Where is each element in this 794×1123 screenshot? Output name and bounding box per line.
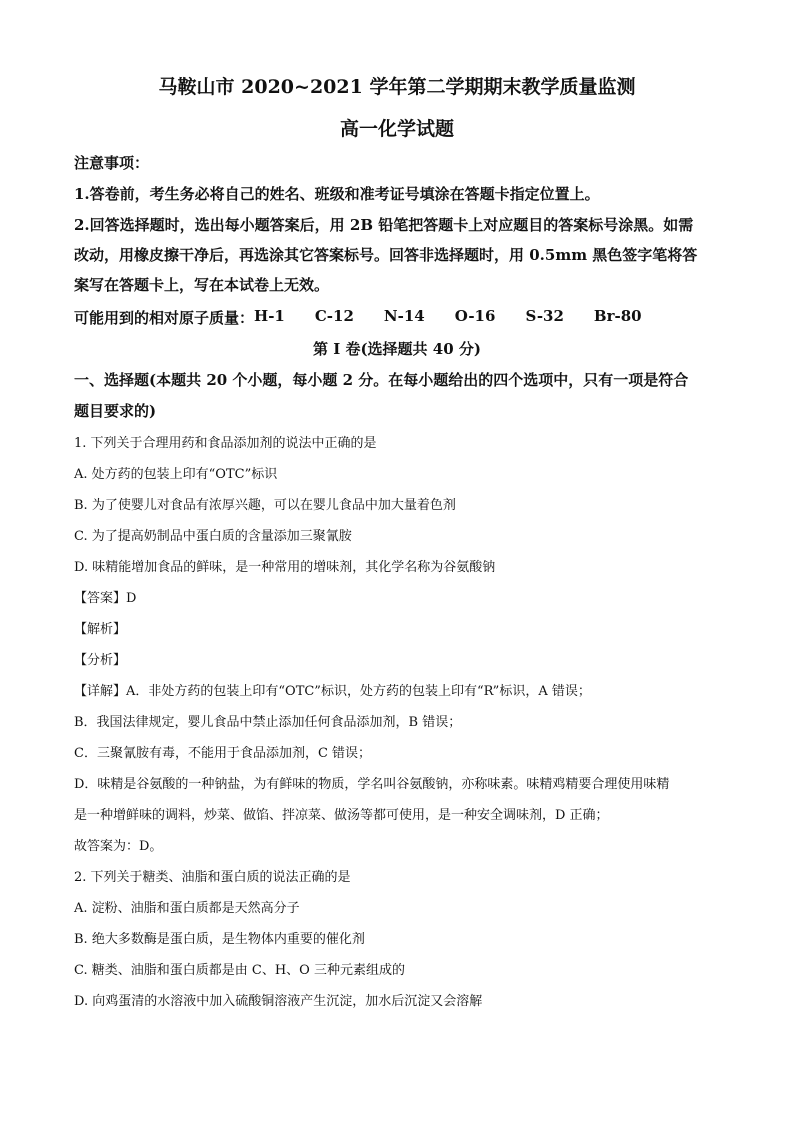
atomic-mass-s: S-32	[525, 307, 564, 325]
exam-title: 马鞍山市 2020~2021 学年第二学期期末教学质量监测	[158, 76, 636, 98]
notice-item-2-line1: 2.回答选择题时，选出每小题答案后，用 2B 铅笔把答题卡上对应题目的答案标号涂黑。如需	[74, 216, 694, 234]
q1-answer: 【答案】D	[74, 591, 137, 606]
q1-detail-d-line1: D．味精是谷氨酸的一种钠盐，为有鲜味的物质，学名叫谷氨酸钠，亦称味素。味精鸡精要合理使用味精	[74, 777, 670, 792]
q1-detail-c: C．三聚氰胺有毒，不能用于食品添加剂，C 错误；	[74, 746, 372, 761]
q1-fenxi-label: 【分析】	[74, 653, 127, 668]
part1-heading: 第 I 卷(选择题共 40 分)	[313, 340, 481, 358]
q2-option-c: C. 糖类、油脂和蛋白质都是由 C、H、O 三种元素组成的	[74, 963, 405, 978]
notice-item-2-line2: 改动，用橡皮擦干净后，再选涂其它答案标号。回答非选择题时，用 0.5mm 黑色签字笔将答	[74, 246, 698, 264]
q1-stem: 1. 下列关于合理用药和食品添加剂的说法中正确的是	[74, 436, 377, 451]
q1-option-d: D. 味精能增加食品的鲜味，是一种常用的增味剂，其化学名称为谷氨酸钠	[74, 560, 496, 575]
q2-stem: 2. 下列关于糖类、油脂和蛋白质的说法正确的是	[74, 870, 351, 885]
atomic-mass-n: N-14	[383, 307, 425, 325]
q1-detail-a: 【详解】A．非处方药的包装上印有“OTC”标识，处方药的包装上印有“R”标识，A 错误；	[74, 684, 591, 699]
q1-option-c: C. 为了提高奶制品中蛋白质的含量添加三聚氰胺	[74, 529, 352, 544]
notice-heading: 注意事项：	[74, 154, 150, 172]
atomic-mass-c: C-12	[314, 307, 354, 325]
section1-instructions-line1: 一、选择题(本题共 20 个小题，每小题 2 分。在每小题给出的四个选项中，只有一项是符合	[74, 371, 689, 389]
q2-option-d: D. 向鸡蛋清的水溶液中加入硫酸铜溶液产生沉淀，加水后沉淀又会溶解	[74, 994, 483, 1009]
notice-item-1: 1.答卷前，考生务必将自己的姓名、班级和准考证号填涂在答题卡指定位置上。	[74, 185, 600, 203]
atomic-mass-row	[74, 307, 642, 328]
atomic-mass-br: Br-80	[593, 307, 642, 325]
atomic-mass-o: O-16	[454, 307, 496, 325]
q1-option-b: B. 为了使婴儿对食品有浓厚兴趣，可以在婴儿食品中加大量着色剂	[74, 498, 456, 513]
q1-option-a: A. 处方药的包装上印有“OTC”标识	[74, 467, 278, 482]
q1-analysis-label: 【解析】	[74, 622, 127, 637]
q1-detail-b: B．我国法律规定，婴儿食品中禁止添加任何食品添加剂，B 错误；	[74, 715, 462, 730]
exam-subtitle: 高一化学试题	[339, 118, 454, 140]
q2-option-b: B. 绝大多数酶是蛋白质，是生物体内重要的催化剂	[74, 932, 365, 947]
atomic-mass-h: H-1	[254, 307, 285, 325]
q1-detail-d-line2: 是一种增鲜味的调料，炒菜、做馅、拌凉菜、做汤等都可使用，是一种安全调味剂，D 正确；	[74, 808, 609, 823]
atomic-mass-label: 可能用到的相对原子质量：	[74, 309, 255, 327]
section1-instructions-line2: 题目要求的)	[74, 402, 157, 420]
q1-conclusion: 故答案为：D。	[74, 839, 163, 854]
notice-item-2-line3: 案写在答题卡上，写在本试卷上无效。	[74, 276, 330, 294]
q2-option-a: A. 淀粉、油脂和蛋白质都是天然高分子	[74, 901, 300, 916]
